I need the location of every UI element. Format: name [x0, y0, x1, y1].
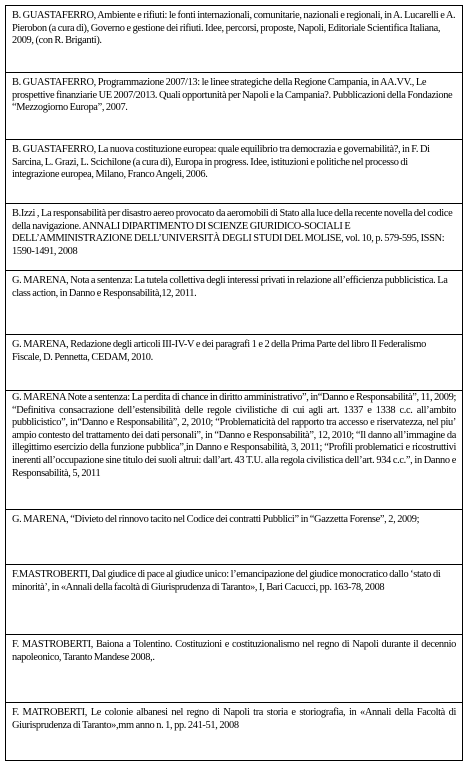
reference-cell	[6, 204, 463, 271]
reference-cell	[6, 140, 463, 204]
reference-cell	[6, 335, 463, 391]
table-row	[6, 335, 463, 391]
reference-cell	[6, 510, 463, 565]
reference-cell	[6, 635, 463, 703]
reference-text: F. MASTROBERTI, Baiona a Tolentino. Costituzioni e costituzionalismo nel regno di Napoli durante il decennio napoleonico, Taranto Mandese 2008,.	[12, 639, 456, 663]
reference-text: F. MATROBERTI, Le colonie albanesi nel regno di Napoli tra storia e storiografia, in «Annali della Facoltà di Giurisprudenza di Taranto»,mm anno n. 1, pp. 241-51, 2008	[12, 707, 456, 731]
reference-text: B. GUASTAFERRO, La nuova costituzione europea: quale equilibrio tra democrazia e governabilità?, in F. Di Sarcina, L. Grazi, L. Scichilone (a cura di), Europa in progress. Idee, istituzioni e politiche nel processo di integrazione europea, Milano, Franco Angeli, 2006.	[12, 144, 430, 181]
table-row	[6, 510, 463, 565]
reference-cell	[6, 6, 463, 73]
reference-cell	[6, 391, 463, 510]
reference-text: G. MARENA, Redazione degli articoli III-IV-V e dei paragrafi 1 e 2 della Prima Parte del libro Il Federalismo Fiscale, D. Pennetta, CEDAM, 2010.	[12, 339, 427, 363]
table-row	[6, 271, 463, 335]
reference-cell	[6, 73, 463, 140]
reference-text: G. MARENA, Nota a sentenza: La tutela collettiva degli interessi privati in relazione all’efficienza pubblicistica. La class action, in Danno e Responsabilità,12, 2011.	[12, 275, 448, 299]
table-row	[6, 703, 463, 761]
reference-text: B. GUASTAFERRO, Ambiente e rifiuti: le fonti internazionali, comunitarie, nazionali e regionali, in A. Lucarelli e A. Pierobon (a cura di), Governo e gestione dei rifiuti. Idee, percorsi, proposte, Napoli, Editoriale Scientifica Italiana, 2009, (con R. Briganti).	[12, 10, 456, 47]
reference-cell	[6, 703, 463, 761]
references-table	[5, 5, 463, 761]
reference-text: B. GUASTAFERRO, Programmazione 2007/13: le linee strategiche della Regione Campania, in AA.VV., Le prospettive finanziarie UE 2007/2013. Quali opportunità per Napoli e la Campania?. Pubblicazioni della Fondazione “Mezzogiorno Europa”, 2007.	[12, 77, 453, 114]
table-row	[6, 73, 463, 140]
reference-text: G. MARENA Note a sentenza: La perdita di chance in diritto amministrativo”, in“Danno e Responsabilità”, 11, 2009; “Definitiva consacrazione dell’estensibilità delle regole civilistiche di cui agli art. 1337 e 1338 c.c. all’ambito pubblicistico”, in“Danno e Responsabilità”, 2, 2010; “Problematicità del rapporto tra accesso e riservatezza, nel piu’ ampio contesto del trattamento dei dati personali”, in “Danno e Responsabilità”, 12, 2010; “Il danno all’immagine da illegittimo esercizio della funzione pubblica”,in Danno e Responsabilità, 3, 2011; “Profili problematici e ricostruttivi inerenti all’occupazione sine titulo dei suoli altrui: dall’art. 43 T.U. alla regola civilistica dell’art. 934 c.c.”, in Danno e Responsabilità, 5, 2011	[12, 392, 456, 479]
reference-cell	[6, 565, 463, 635]
reference-cell	[6, 271, 463, 335]
table-row	[6, 204, 463, 271]
table-row	[6, 140, 463, 204]
table-row	[6, 391, 463, 510]
reference-text: F.MASTROBERTI, Dal giudice di pace al giudice unico: l’emancipazione del giudice monocratico dallo ‘stato di minorità’, in «Annali della facoltà di Giurisprudenza di Taranto», I, Bari Cacucci, pp. 163-78, 2008	[12, 569, 441, 593]
reference-text: B.Izzi , La responsabilità per disastro aereo provocato da aeromobili di Stato alla luce della recente novella del codice della navigazione. ANNALI DIPARTIMENTO DI SCIENZE GIURIDICO-SOCIALI E DELL’AMMINISTRAZIONE DELL’UNIVERSITÀ DEGLI STUDI DEL MOLISE, vol. 10, p. 579-595, ISSN: 1590-1491, 2008	[12, 208, 453, 257]
reference-text: G. MARENA, “Divieto del rinnovo tacito nel Codice dei contratti Pubblici” in “Gazzetta Forense”, 2, 2009;	[12, 514, 420, 525]
table-row	[6, 565, 463, 635]
table-row	[6, 635, 463, 703]
table-row	[6, 6, 463, 73]
